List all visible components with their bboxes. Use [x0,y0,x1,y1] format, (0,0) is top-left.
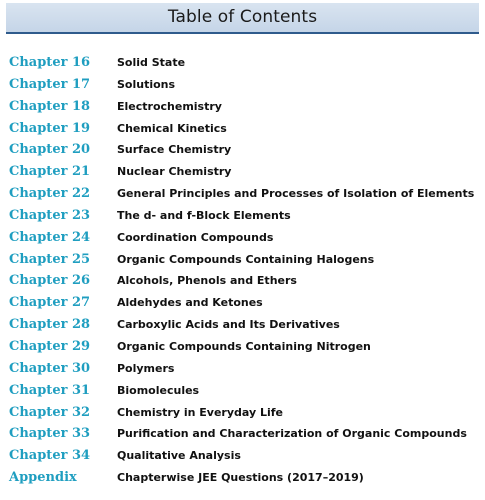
toc-row[interactable] [0,183,485,205]
toc-topic-title: Biomolecules [117,383,200,397]
toc-row[interactable] [0,402,485,424]
toc-chapter-label: Chapter 24 [9,229,91,245]
toc-row[interactable] [0,467,485,489]
toc-row[interactable] [0,358,485,380]
toc-chapter-label: Chapter 30 [9,360,91,376]
toc-chapter-label: Chapter 25 [9,251,91,267]
toc-chapter-label: Chapter 21 [9,164,91,180]
toc-topic-title: The d- and f-Block Elements [117,208,291,222]
toc-chapter-label: Chapter 31 [9,382,91,398]
toc-row[interactable] [0,249,485,271]
toc-topic-title: Polymers [117,361,175,375]
toc-chapter-label: Appendix [9,470,77,486]
toc-topic-title: Chapterwise JEE Questions (2017–2019) [117,471,364,485]
toc-row[interactable] [0,118,485,140]
toc-chapter-label: Chapter 26 [9,273,91,289]
toc-row[interactable] [0,161,485,183]
toc-row[interactable] [0,205,485,227]
toc-row[interactable] [0,445,485,467]
toc-chapter-label: Chapter 18 [9,98,91,114]
toc-topic-title: Qualitative Analysis [117,449,241,463]
toc-row[interactable] [0,227,485,249]
toc-row[interactable] [0,336,485,358]
toc-topic-title: Chemical Kinetics [117,121,227,135]
page-title: Table of Contents [167,7,318,27]
toc-chapter-label: Chapter 16 [9,55,91,70]
toc-list [0,52,485,489]
toc-row[interactable] [0,270,485,292]
toc-chapter-label: Chapter 29 [9,338,91,354]
toc-chapter-label: Chapter 19 [9,120,91,136]
toc-topic-title: Alcohols, Phenols and Ethers [117,274,297,288]
toc-chapter-label: Chapter 17 [9,76,91,92]
toc-row[interactable] [0,423,485,445]
toc-row[interactable] [0,96,485,118]
toc-chapter-label: Chapter 33 [9,426,91,442]
toc-row[interactable] [0,314,485,336]
toc-chapter-label: Chapter 28 [9,317,91,333]
toc-topic-title: Electrochemistry [117,99,222,113]
toc-topic-title: Coordination Compounds [117,230,274,244]
toc-chapter-label: Chapter 20 [9,142,91,158]
toc-row[interactable] [0,74,485,96]
toc-row[interactable] [0,292,485,314]
toc-chapter-label: Chapter 22 [9,186,91,202]
toc-topic-title: Organic Compounds Containing Nitrogen [117,339,371,353]
toc-topic-title: Carboxylic Acids and Its Derivatives [117,318,340,332]
toc-topic-title: Nuclear Chemistry [117,165,232,179]
toc-chapter-label: Chapter 23 [9,207,91,223]
toc-chapter-label: Chapter 27 [9,295,91,311]
toc-topic-title: Aldehydes and Ketones [117,296,263,310]
toc-topic-title: Purification and Characterization of Organic Compounds [117,427,467,441]
toc-topic-title: Chemistry in Everyday Life [117,405,283,419]
toc-row[interactable] [0,52,485,74]
toc-topic-title: Solutions [117,77,176,91]
toc-chapter-label: Chapter 34 [9,448,91,464]
toc-row[interactable] [0,380,485,402]
toc-topic-title: General Principles and Processes of Isolation of Elements [117,187,475,201]
toc-row[interactable] [0,139,485,161]
toc-chapter-label: Chapter 32 [9,404,91,420]
toc-topic-title: Organic Compounds Containing Halogens [117,252,375,266]
toc-topic-title: Solid State [117,56,186,69]
toc-header-band [6,3,479,34]
toc-topic-title: Surface Chemistry [117,143,232,157]
